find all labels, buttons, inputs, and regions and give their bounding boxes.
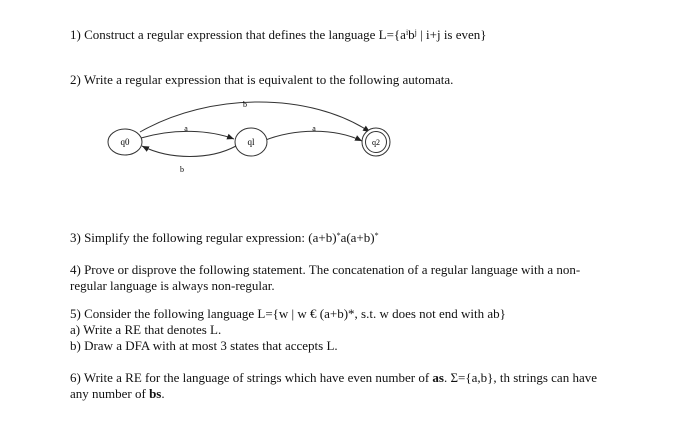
q3-text-mid: a(a+b) — [340, 230, 375, 245]
label-q0-ql: a — [184, 124, 188, 133]
question-6 — [70, 370, 630, 402]
question-1 — [70, 27, 487, 43]
q1-sup-i: i — [405, 28, 409, 37]
automaton-diagram — [100, 98, 400, 180]
q6-text-mid: . Σ={a,b}, th strings can have — [443, 370, 597, 385]
q6-line-1 — [70, 370, 630, 386]
q1-text-b: b — [408, 27, 415, 42]
label-ql-q0: b — [180, 165, 184, 174]
q1-sup-j: j — [414, 28, 417, 37]
state-ql-label: ql — [247, 137, 255, 147]
q4-line-1: 4) Prove or disprove the following statement. The concatenation of a regular language with a non- — [70, 262, 581, 277]
question-5 — [70, 306, 506, 354]
q3-text: 3) Simplify the following regular expression: (a+b) — [70, 230, 337, 245]
q6-text-end: . — [161, 386, 165, 401]
q6-bold-bs: bs — [149, 386, 162, 401]
q5-line-1: 5) Consider the following language L={w | w € (a+b)*, s.t. w does not end with ab} — [70, 306, 506, 321]
q5-line-3: b) Draw a DFA with at most 3 states that accepts L. — [70, 338, 338, 353]
edge-ql-q0 — [142, 146, 236, 157]
q5-line-2: a) Write a RE that denotes L. — [70, 322, 222, 337]
state-q2-label: q2 — [372, 138, 380, 147]
edge-q0-q2 — [140, 102, 370, 132]
question-3 — [70, 230, 379, 246]
state-q0-label: q0 — [120, 137, 130, 147]
q3-star-2: * — [374, 231, 379, 240]
q6-line-2 — [70, 386, 630, 402]
q6-text-2: any number of — [70, 386, 150, 401]
q4-line-2: regular language is always non-regular. — [70, 278, 275, 293]
label-ql-q2: a — [312, 124, 316, 133]
question-2: 2) Write a regular expression that is equivalent to the following automata. — [70, 72, 454, 87]
q6-text: 6) Write a RE for the language of strings which have even number of — [70, 370, 433, 385]
q1-text: 1) Construct a regular expression that defines the language L={a — [70, 27, 406, 42]
q6-bold-as: as — [432, 370, 444, 385]
label-q0-q2: b — [243, 100, 247, 109]
q1-text-end: | i+j is even} — [416, 27, 487, 42]
q3-star-1: * — [336, 231, 341, 240]
question-4 — [70, 262, 630, 294]
